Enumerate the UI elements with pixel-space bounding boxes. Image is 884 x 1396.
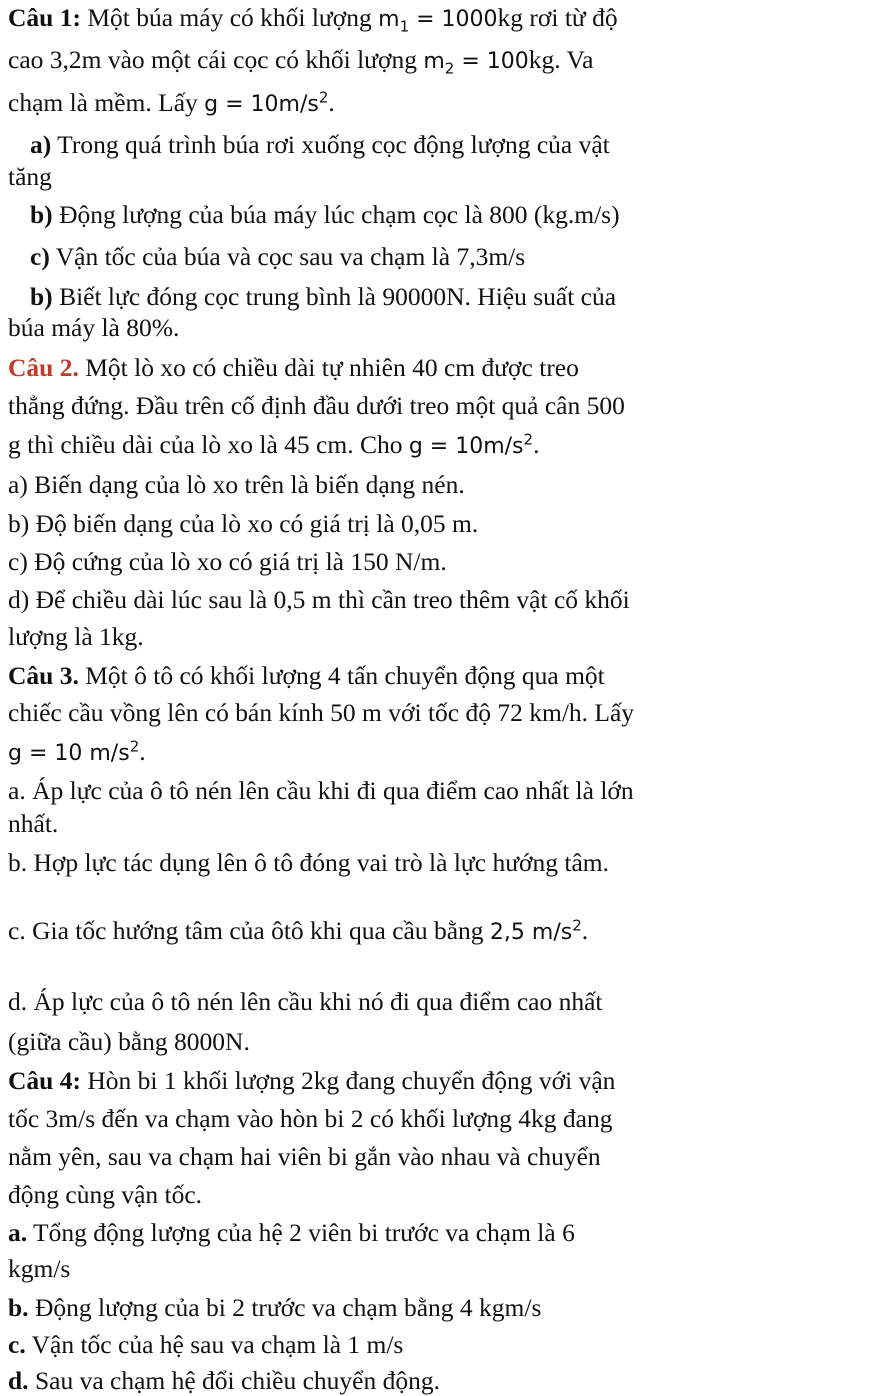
q1-line-3: chạm là mềm. Lấy $g = 10m/s^2$. (8, 88, 335, 117)
q2-item-b: b) Độ biến dạng của lò xo có giá trị là 0,05 m. (8, 509, 479, 538)
q3-item-a: a. Áp lực của ô tô nén lên cầu khi đi qua điểm cao nhất là lớn (8, 776, 634, 805)
q1-text-a: Một búa máy có khối lượng (87, 3, 379, 32)
q3-number: Câu 3. (8, 661, 79, 690)
q4-line-2: tốc 3m/s đến va chạm vào hòn bi 2 có khối lượng 4kg đang (8, 1104, 613, 1133)
q3-line-3: g = 10 $m/s^2$. (8, 737, 146, 766)
q2-line-2: thẳng đứng. Đầu trên cố định đầu dưới treo một quả cân 500 (8, 391, 625, 420)
q2-line-3: g thì chiều dài của lò xo là 45 cm. Cho $g = 10m/s^2$. (8, 430, 540, 459)
q3-item-d: d. Áp lực của ô tô nén lên cầu khi nó đi qua điểm cao nhất (8, 987, 603, 1016)
q1-m1: $m_1 = 1000$ (378, 7, 498, 36)
q3-line-2: chiếc cầu vồng lên có bán kính 50 m với tốc độ 72 km/h. Lấy (8, 698, 635, 727)
q2-line-1: Câu 2. Một lò xo có chiều dài tự nhiên 40 cm được treo (8, 353, 579, 382)
q1-number: Câu 1: (8, 3, 81, 32)
q4-item-b: b. Động lượng của bi 2 trước va chạm bằng 4 kgm/s (8, 1293, 542, 1322)
q1-item-d: b) Biết lực đóng cọc trung bình là 90000N. Hiệu suất của (30, 282, 617, 311)
q3-item-b: b. Hợp lực tác dụng lên ô tô đóng vai trò là lực hướng tâm. (8, 848, 609, 877)
q4-item-c: c. Vận tốc của hệ sau va chạm là 1 m/s (8, 1330, 404, 1359)
q1-item-a-cont: tăng (8, 162, 52, 191)
q2-item-a: a) Biến dạng của lò xo trên là biến dạng nén. (8, 470, 465, 499)
q3-g: g = 10 $m/s^2$ (8, 737, 140, 766)
q2-g: $g = 10m/s^2$ (408, 430, 534, 459)
q2-item-d-cont: lượng là 1kg. (8, 622, 144, 651)
q3-item-c: c. Gia tốc hướng tâm của ôtô khi qua cầu bằng 2,5 $m/s^2$. (8, 916, 589, 945)
q3-item-d-cont: (giữa cầu) bằng 8000N. (8, 1027, 250, 1056)
q1-line-1 (8, 3, 876, 36)
q2-item-d: d) Để chiều dài lúc sau là 0,5 m thì cần treo thêm vật cố khối (8, 585, 630, 614)
q4-line-3: nằm yên, sau va chạm hai viên bi gắn vào nhau và chuyển (8, 1142, 601, 1171)
q1-line-2: cao 3,2m vào một cái cọc có khối lượng $m_2 = 100kg$. Va (8, 45, 594, 78)
q1-g: $g = 10m/s^2$ (204, 88, 329, 117)
q4-line-4: động cùng vận tốc. (8, 1180, 203, 1209)
q1-item-d-cont: búa máy là 80%. (8, 313, 180, 342)
q3-item-a-cont: nhất. (8, 809, 59, 838)
q1-m2: $m_2 = 100$ (423, 49, 529, 78)
q4-line-1: Câu 4: Hòn bi 1 khối lượng 2kg đang chuyển động với vận (8, 1066, 616, 1095)
q3-c-math: 2,5 $m/s^2$ (489, 916, 582, 945)
q1-text-b: kg rơi từ độ (497, 3, 618, 32)
q1-item-c: c) Vận tốc của búa và cọc sau va chạm là 7,3m/s (30, 242, 526, 271)
q1-item-a: a) Trong quá trình búa rơi xuống cọc động lượng của vật (30, 130, 610, 159)
q3-line-1: Câu 3. Một ô tô có khối lượng 4 tấn chuyển động qua một (8, 661, 605, 690)
q4-item-a-cont: kgm/s (8, 1254, 71, 1283)
q4-item-a: a. Tổng động lượng của hệ 2 viên bi trước va chạm là 6 (8, 1218, 575, 1247)
q2-number: Câu 2. (8, 353, 79, 382)
q4-number: Câu 4: (8, 1066, 81, 1095)
q2-item-c: c) Độ cứng của lò xo có giá trị là 150 N/m. (8, 547, 447, 576)
q1-item-b: b) Động lượng của búa máy lúc chạm cọc là 800 (kg.m/s) (30, 200, 620, 229)
q4-item-d: d. Sau va chạm hệ đổi chiều chuyển động. (8, 1366, 440, 1395)
